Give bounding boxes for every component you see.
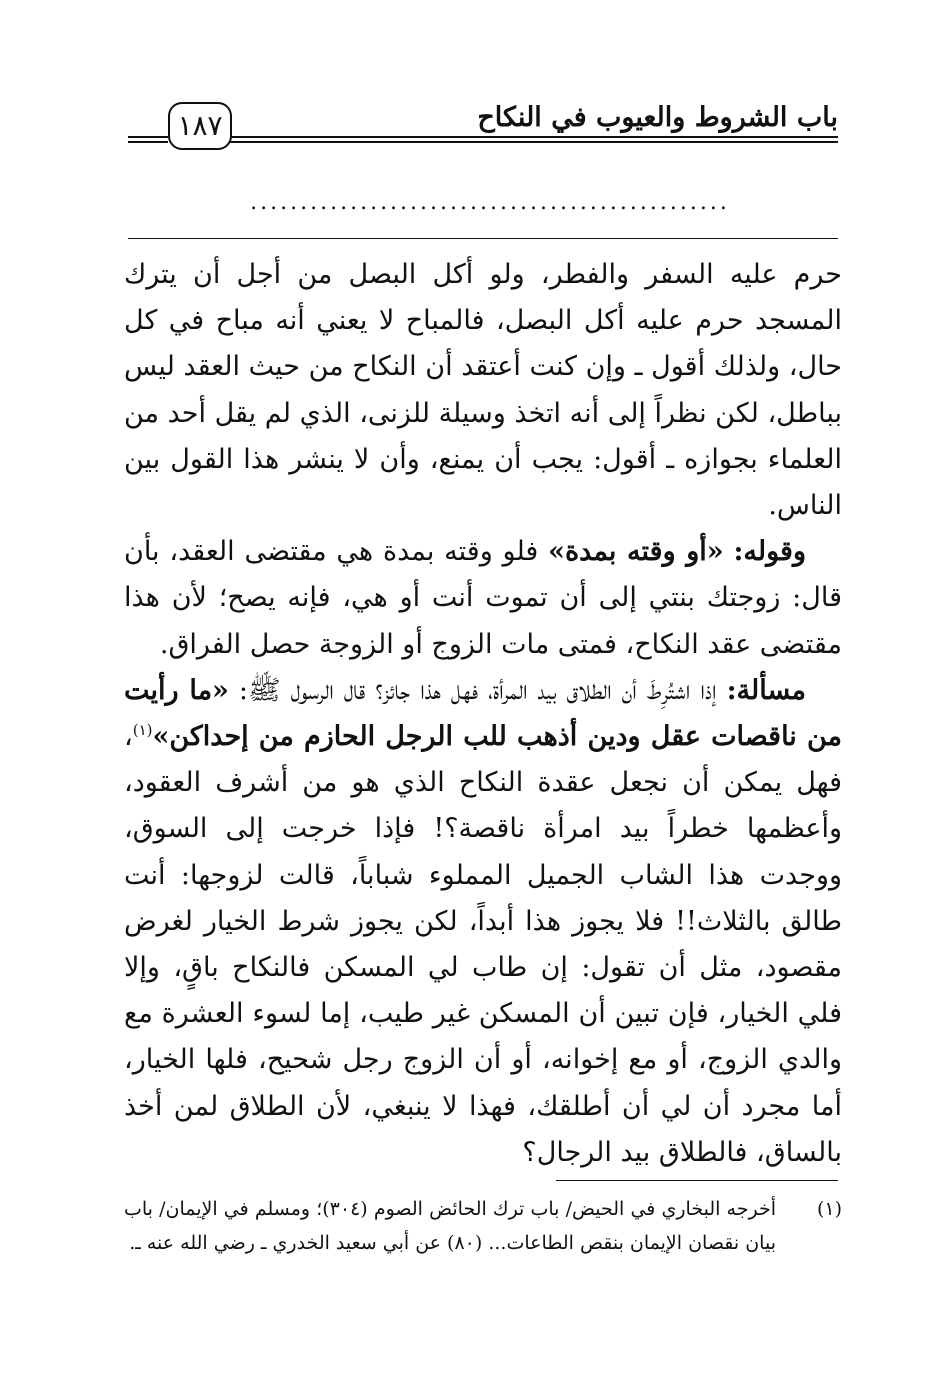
footnote-text: أخرجه البخاري في الحيض/ باب ترك الحائض الصوم (٣٠٤)؛ ومسلم في الإيمان/ باب بيان نقصان الإيمان بنقص الطاعات... (٨٠) عن أبي سعيد الخدري ـ رضي الله عنه ـ. [124,1198,776,1254]
paragraph-2 [124,529,842,668]
paragraph-3-text-b: ، فهل يمكن أن نجعل عقدة النكاح الذي هو من أشرف العقود، وأعظمها خطراً بيد امرأة ناقصة؟! فإذا خرجت إلى السوق، ووجدت هذا الشاب الجميل المملوء شباباً، قالت لزوجها: أنت طالق بالثلاث!! فلا يجوز هذا أبداً، لكن يجوز شرط الخيار لغرض مقصود، مثل أن تقول: إن طاب لي المسكن فالنكاح باقٍ، وإلا فلي الخيار، فإن تبين أن المسكن غير طيب، إما لسوء العشرة مع والدي الزوج، أو مع إخوانه، أو أن الزوج رجل شحيح، فلها الخيار، أما مجرد أن لي أن أطلقك، فهذا لا ينبغي، لأن الطلاق لمن أخذ بالساق، فالطلاق بيد الرجال؟ [124,721,842,1168]
section-rule [128,238,838,239]
header-rule-left [128,136,168,143]
main-text [124,252,842,1176]
quoted-phrase: «أو وقته بمدة» [548,536,724,568]
paragraph-2-text: فلو وقته بمدة هي مقتضى العقد، بأن قال: زوجتك بنتي إلى أن تموت أنت أو هي، فإنه يصح؛ لأن هذا مقتضى عقد النكاح، فمتى مات الزوج أو الزوجة حصل الفراق. [124,536,842,660]
chapter-title: باب الشروط والعيوب في النكاح [477,102,838,133]
paragraph-3 [124,668,842,1176]
footnote-number: (١) [816,1198,842,1220]
paragraph-2-label: وقوله: [733,536,806,568]
header-rule [230,136,838,143]
page-number: ١٨٧ [168,102,232,150]
footnote-reference: (١) [132,721,153,740]
page-header [128,100,838,150]
issue-label: مسألة: [726,674,807,706]
footnote [124,1192,842,1260]
paragraph-1: حرم عليه السفر والفطر، ولو أكل البصل من أجل أن يترك المسجد حرم عليه أكل البصل، فالمباح لا يعني أنه مباح في كل حال، ولذلك أقول ـ وإن كنت أعتقد أن النكاح من حيث العقد ليس بباطل، لكن نظراً إلى أنه اتخذ وسيلة للزنى، الذي لم يقل أحد من العلماء بجوازه ـ أقول: يجب أن يمنع، وأن لا ينشر هذا القول بين الناس. [124,259,842,522]
dotted-separator: ................................................ [250,190,730,215]
hadith-quote: «ما رأيت من ناقصات عقل ودين أذهب للب الرجل الحازم من إحداكن» [124,674,842,753]
footnote-rule [556,1180,838,1181]
paragraph-3-text-a: إذا اشتُرِطَ أن الطلاق بيد المرأة، فهل هذا جائز؟ قال الرسول ﷺ: [228,674,727,706]
